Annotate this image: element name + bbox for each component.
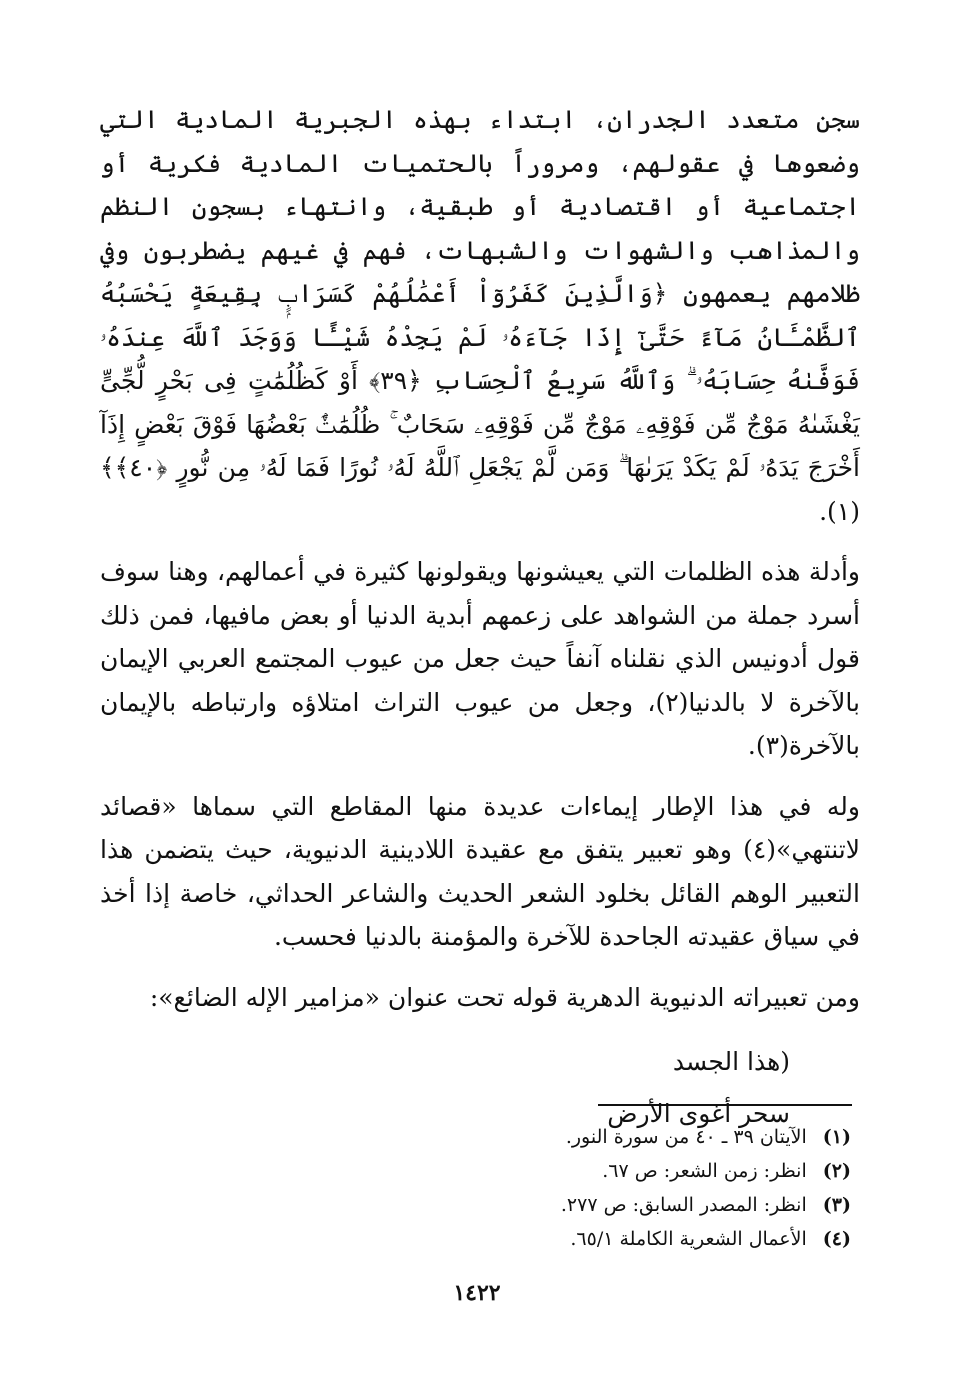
footnote-text: انظر: المصدر السابق: ص ٢٧٧. — [560, 1194, 807, 1216]
footnote-number: (٣) — [822, 1194, 851, 1216]
footnote-text: الأعمال الشعرية الكاملة ٦٥/١. — [570, 1228, 807, 1250]
paragraph-3: وله في هذا الإطار إيماءات عديدة منها المقاطع التي سماها «قصائد لاتنتهي»(٤) وهو تعبير يتفق مع عقيدة اللادينية الدنيوية، حيث يتضمن هذا التعبير الوهم القائل بخلود الشعر الحديث والشاعر الحداثي، خاصة إذا أخذ في سياق عقيدته الجاحدة للآخرة والمؤمنة بالدنيا فحسب. — [100, 791, 860, 951]
footnote-4 — [431, 1222, 851, 1256]
footnote-number: (١) — [822, 1126, 851, 1148]
footnote-text: الآيتان ٣٩ ـ ٤٠ من سورة النور. — [565, 1126, 807, 1148]
page-number: ١٤٢٢ — [453, 1280, 501, 1306]
footnotes — [431, 1120, 851, 1256]
footnote-divider — [598, 1104, 852, 1106]
page-body — [100, 98, 860, 1140]
footnote-1 — [431, 1120, 851, 1154]
paragraph-2: وأدلة هذه الظلمات التي يعيشونها ويقولونها كثيرة في أعمالهم، وهنا سوف أسرد جملة من الشواهد على زعمهم أبدية الدنيا أو بعض مافيها، فمن ذلك قول أدونيس الذي نقلناه آنفاً حيث جعل من عيوب المجتمع العربي الإيمان بالآخرة لا بالدنيا(٢)، وجعل من عيوب التراث امتلاؤه وارتباطه بالإيمان بالآخرة(٣). — [100, 557, 860, 760]
poem-line-2: سحر أغوى الأرض — [607, 1099, 790, 1128]
footnote-text: انظر: زمن الشعر: ص ٦٧. — [602, 1160, 807, 1182]
footnote-number: (٢) — [822, 1160, 851, 1182]
paragraph-4: ومن تعبيراته الدنيوية الدهرية قوله تحت عنوان «مزامير الإله الضائع»: — [149, 982, 860, 1012]
footnote-number: (٤) — [822, 1228, 851, 1250]
footnote-3 — [431, 1188, 851, 1222]
paragraph-1: سجن متعدد الجدران، ابتداء بهذه الجبرية المادية التي وضعوها في عقولهم، ومروراً بالحتميات المادية فكرية أو اجتماعية أو اقتصادية أو طبقية، وانتهاء بسجون النظم والمذاهب والشهوات والشبهات، فهم في غيهم يضطربون وفي ظلامهم يعمهون ﴿وَالَّذِينَ كَفَرُوٓاْ أَعْمَٰلُهُمْ كَسَرَابٍۭ بِقِيعَةٍ يَحْسَبُهُ ٱلظَّمْـَٔانُ مَآءً حَتَّىٰٓ إِذَا جَآءَهُۥ لَمْ يَجِدْهُ شَيْـًٔا وَوَجَدَ ٱللَّهَ عِندَهُۥ فَوَفَّىٰهُ حِسَابَهُۥ ۗ وَٱللَّهُ سَرِيعُ ٱلْحِسَابِ ﴿٣٩﴾ أَوْ كَظُلُمَٰتٍ فِى بَحْرٍ لُّجِّىٍّ يَغْشَىٰهُ مَوْجٌ مِّن فَوْقِهِۦ مَوْجٌ مِّن فَوْقِهِۦ سَحَابٌ ۚ ظُلُمَٰتٌۢ بَعْضُهَا فَوْقَ بَعْضٍ إِذَآ أَخْرَجَ يَدَهُۥ لَمْ يَكَدْ يَرَىٰهَا ۗ وَمَن لَّمْ يَجْعَلِ ٱللَّهُ لَهُۥ نُورًا فَمَا لَهُۥ مِن نُّورٍ ﴿٤٠﴾﴾(١). — [100, 105, 860, 526]
poem-line-1: (هذا الجسد — [672, 1047, 790, 1076]
footnote-2 — [431, 1154, 851, 1188]
